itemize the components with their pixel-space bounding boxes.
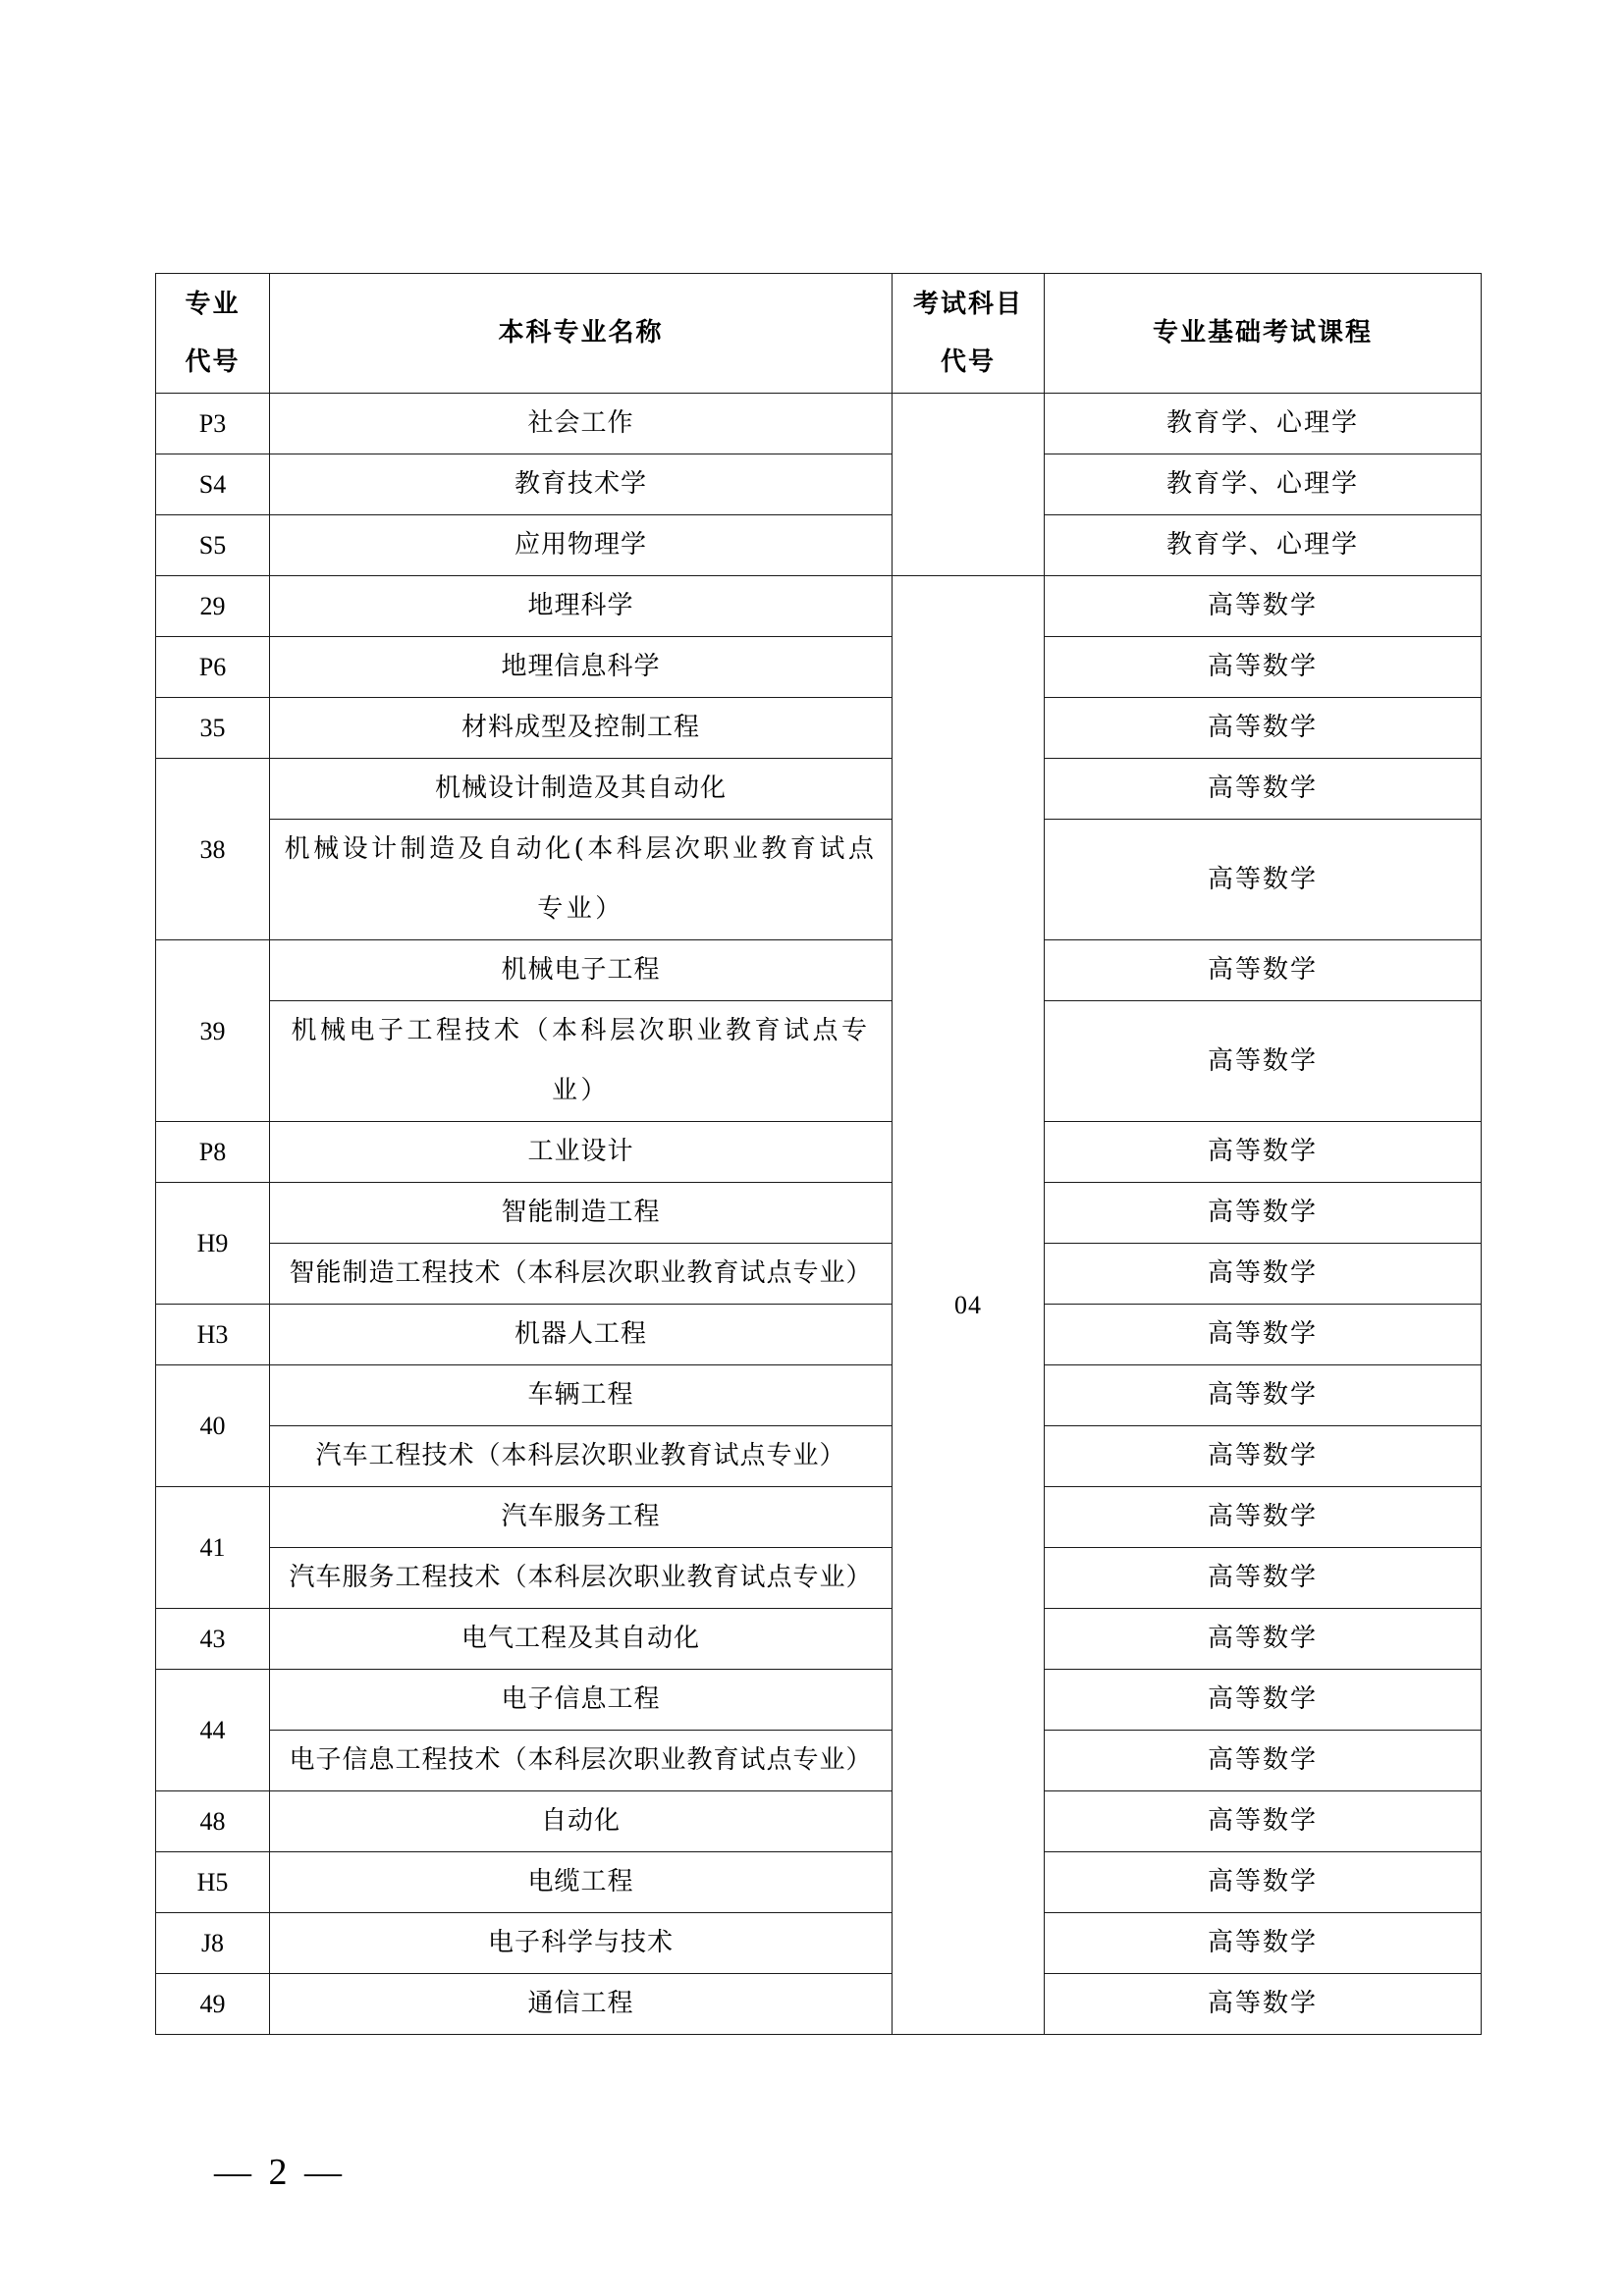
table-row	[156, 1974, 1482, 2035]
table-row	[156, 1852, 1482, 1913]
table-row	[156, 1731, 1482, 1791]
header-major-code-line-2: 代号	[185, 347, 241, 377]
major-name: 机器人工程	[270, 1305, 893, 1365]
table-row	[156, 1609, 1482, 1670]
base-course: 高等数学	[1045, 820, 1482, 940]
major-code: J8	[156, 1913, 270, 1974]
major-name: 地理信息科学	[270, 637, 893, 698]
table-row	[156, 1305, 1482, 1365]
major-name: 汽车服务工程技术（本科层次职业教育试点专业）	[270, 1548, 893, 1609]
major-name: 机械电子工程	[270, 940, 893, 1001]
major-code: H9	[156, 1183, 270, 1305]
table-row	[156, 1670, 1482, 1731]
page-number: — 2 —	[214, 2152, 342, 2193]
base-course: 教育学、心理学	[1045, 454, 1482, 515]
major-name: 地理科学	[270, 576, 893, 637]
base-course: 高等数学	[1045, 576, 1482, 637]
major-code: P6	[156, 637, 270, 698]
exam-code-cell-empty	[893, 394, 1045, 576]
header-base-course: 专业基础考试课程	[1045, 274, 1482, 394]
major-name: 汽车工程技术（本科层次职业教育试点专业）	[270, 1426, 893, 1487]
major-code: 43	[156, 1609, 270, 1670]
header-exam-code	[893, 274, 1045, 394]
table-row	[156, 394, 1482, 454]
major-name: 电子信息工程技术（本科层次职业教育试点专业）	[270, 1731, 893, 1791]
table-row	[156, 1791, 1482, 1852]
major-code: S5	[156, 515, 270, 576]
major-name: 通信工程	[270, 1974, 893, 2035]
base-course: 教育学、心理学	[1045, 394, 1482, 454]
base-course: 高等数学	[1045, 1852, 1482, 1913]
base-course: 高等数学	[1045, 759, 1482, 820]
base-course: 高等数学	[1045, 698, 1482, 759]
base-course: 高等数学	[1045, 1487, 1482, 1548]
table-row	[156, 454, 1482, 515]
major-name: 机械电子工程技术（本科层次职业教育试点专业）	[270, 1001, 893, 1122]
base-course: 高等数学	[1045, 1609, 1482, 1670]
major-code: 35	[156, 698, 270, 759]
base-course: 高等数学	[1045, 1122, 1482, 1183]
major-name: 机械设计制造及其自动化	[270, 759, 893, 820]
major-code: S4	[156, 454, 270, 515]
major-name: 智能制造工程	[270, 1183, 893, 1244]
table-row	[156, 637, 1482, 698]
major-code: 38	[156, 759, 270, 940]
header-exam-code-line-1: 考试科目	[912, 289, 1023, 319]
major-code: 48	[156, 1791, 270, 1852]
table-header-row	[156, 274, 1482, 394]
table-row	[156, 759, 1482, 820]
major-code: H5	[156, 1852, 270, 1913]
base-course: 高等数学	[1045, 1913, 1482, 1974]
major-name: 汽车服务工程	[270, 1487, 893, 1548]
base-course: 高等数学	[1045, 1001, 1482, 1122]
major-name: 电缆工程	[270, 1852, 893, 1913]
major-name: 电气工程及其自动化	[270, 1609, 893, 1670]
header-major-name: 本科专业名称	[270, 274, 893, 394]
base-course: 高等数学	[1045, 1183, 1482, 1244]
base-course: 高等数学	[1045, 940, 1482, 1001]
base-course: 高等数学	[1045, 1365, 1482, 1426]
base-course: 教育学、心理学	[1045, 515, 1482, 576]
table-row	[156, 1426, 1482, 1487]
base-course: 高等数学	[1045, 1426, 1482, 1487]
table-row	[156, 515, 1482, 576]
base-course: 高等数学	[1045, 1244, 1482, 1305]
header-exam-code-line-2: 代号	[940, 347, 996, 377]
base-course: 高等数学	[1045, 1731, 1482, 1791]
major-exam-table	[155, 273, 1482, 2035]
table-row	[156, 1183, 1482, 1244]
table-row	[156, 1487, 1482, 1548]
major-code: 41	[156, 1487, 270, 1609]
base-course: 高等数学	[1045, 1548, 1482, 1609]
exam-code-cell: 04	[893, 576, 1045, 2035]
table-row	[156, 1913, 1482, 1974]
base-course: 高等数学	[1045, 637, 1482, 698]
major-name: 应用物理学	[270, 515, 893, 576]
major-code: H3	[156, 1305, 270, 1365]
major-code: 39	[156, 940, 270, 1122]
major-name: 电子信息工程	[270, 1670, 893, 1731]
table-row	[156, 820, 1482, 940]
base-course: 高等数学	[1045, 1670, 1482, 1731]
header-major-code-line-1: 专业	[185, 289, 241, 319]
major-name: 自动化	[270, 1791, 893, 1852]
major-name: 电子科学与技术	[270, 1913, 893, 1974]
table-row	[156, 1244, 1482, 1305]
major-name: 社会工作	[270, 394, 893, 454]
base-course: 高等数学	[1045, 1974, 1482, 2035]
table-row	[156, 940, 1482, 1001]
major-code: 40	[156, 1365, 270, 1487]
table-row	[156, 1548, 1482, 1609]
major-code: P8	[156, 1122, 270, 1183]
major-name: 机械设计制造及自动化(本科层次职业教育试点专业）	[270, 820, 893, 940]
major-name: 工业设计	[270, 1122, 893, 1183]
table-row	[156, 576, 1482, 637]
base-course: 高等数学	[1045, 1791, 1482, 1852]
table-row	[156, 1001, 1482, 1122]
base-course: 高等数学	[1045, 1305, 1482, 1365]
major-name: 教育技术学	[270, 454, 893, 515]
major-code: 29	[156, 576, 270, 637]
table-row	[156, 1122, 1482, 1183]
table-row	[156, 698, 1482, 759]
major-code: 44	[156, 1670, 270, 1791]
table-row	[156, 1365, 1482, 1426]
major-name: 材料成型及控制工程	[270, 698, 893, 759]
major-code: 49	[156, 1974, 270, 2035]
major-name: 车辆工程	[270, 1365, 893, 1426]
major-name: 智能制造工程技术（本科层次职业教育试点专业）	[270, 1244, 893, 1305]
major-code: P3	[156, 394, 270, 454]
header-major-code	[156, 274, 270, 394]
